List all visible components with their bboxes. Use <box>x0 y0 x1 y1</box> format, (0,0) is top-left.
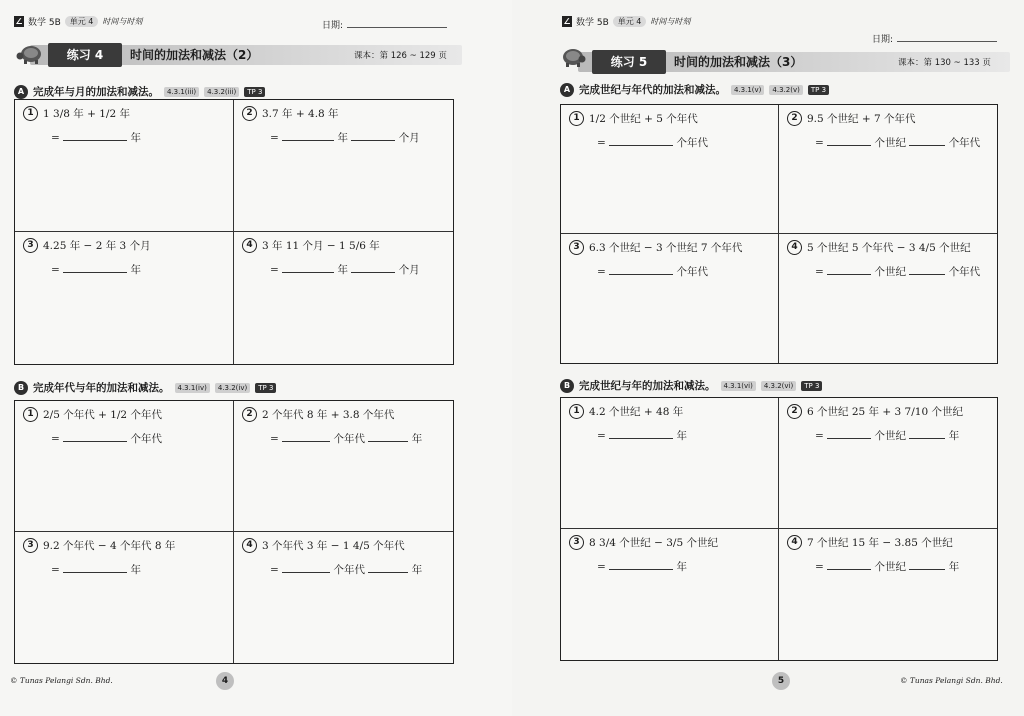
date-label: 日期: <box>322 21 344 31</box>
skill-tag: 4.3.2(iii) <box>204 87 239 97</box>
section-a-heading <box>560 82 829 97</box>
question-number: 1 <box>569 404 584 419</box>
question-text: 3 个年代 3 年 − 1 4/5 个年代 <box>262 540 405 552</box>
question-text: 1 3/8 年 + 1/2 年 <box>43 108 130 120</box>
question-number: 2 <box>242 106 257 121</box>
question-cell <box>779 398 997 529</box>
answer-blank[interactable] <box>63 563 127 573</box>
answer-line: = 年 <box>597 561 687 573</box>
question-text: 3 年 11 个月 − 1 5/6 年 <box>262 240 380 252</box>
tp-tag: TP 3 <box>255 383 276 393</box>
answer-line: = 年 <box>597 430 687 442</box>
unit-title: 时间与时刻 <box>650 17 691 26</box>
copyright-footer: © Tunas Pelangi Sdn. Bhd. <box>900 676 1003 685</box>
question-number: 2 <box>242 407 257 422</box>
answer-line: = 个年代 年 <box>270 433 423 445</box>
section-letter: B <box>560 379 574 393</box>
question-cell <box>779 529 997 660</box>
question-number: 3 <box>23 238 38 253</box>
question-text: 4.25 年 − 2 年 3 个月 <box>43 240 151 252</box>
question-number: 1 <box>23 106 38 121</box>
section-a-grid <box>14 99 454 365</box>
skill-tag: 4.3.2(vi) <box>761 381 796 391</box>
answer-line: = 年 <box>51 264 141 276</box>
question-text: 4.2 个世纪 + 48 年 <box>589 406 684 418</box>
answer-line: = 个年代 <box>51 433 162 445</box>
answer-blank[interactable] <box>909 136 945 146</box>
answer-blank[interactable] <box>609 136 673 146</box>
answer-blank[interactable] <box>609 429 673 439</box>
exercise-banner <box>558 50 1010 74</box>
question-text: 9.5 个世纪 + 7 个年代 <box>807 113 916 125</box>
question-number: 4 <box>787 240 802 255</box>
question-text: 2 个年代 8 年 + 3.8 个年代 <box>262 409 395 421</box>
question-text: 6 个世纪 25 年 + 3 7/10 个世纪 <box>807 406 963 418</box>
section-a-heading <box>14 84 265 99</box>
subject-label: 数学 5B <box>28 18 61 28</box>
answer-blank[interactable] <box>63 432 127 442</box>
section-title: 完成世纪与年的加法和减法。 <box>579 380 716 392</box>
answer-blank[interactable] <box>282 263 334 273</box>
unit-badge: 单元 4 <box>65 16 99 27</box>
question-text: 7 个世纪 15 年 − 3.85 个世纪 <box>807 537 953 549</box>
question-number: 3 <box>23 538 38 553</box>
section-title: 完成世纪与年代的加法和减法。 <box>579 84 726 96</box>
section-b-heading <box>14 380 276 395</box>
question-number: 4 <box>787 535 802 550</box>
textbook-pages: 课本：第 126 ~ 129 页 <box>354 51 447 61</box>
answer-blank[interactable] <box>63 263 127 273</box>
question-number: 2 <box>787 111 802 126</box>
answer-blank[interactable] <box>827 560 871 570</box>
question-cell <box>234 401 453 532</box>
exercise-tab: 练习 5 <box>592 50 666 74</box>
answer-line: = 年 个月 <box>270 264 420 276</box>
tp-tag: TP 3 <box>808 85 829 95</box>
section-b-grid <box>560 397 998 661</box>
answer-blank[interactable] <box>827 265 871 275</box>
exercise-banner <box>10 43 462 67</box>
section-letter: B <box>14 381 28 395</box>
section-b-heading <box>560 378 822 393</box>
answer-line: = 个世纪 个年代 <box>815 266 981 278</box>
exercise-tab: 练习 4 <box>48 43 122 67</box>
book-logo-icon: ∠ <box>15 17 23 26</box>
page-number: 4 <box>216 672 234 690</box>
answer-line: = 年 <box>51 564 141 576</box>
question-number: 4 <box>242 238 257 253</box>
question-number: 1 <box>23 407 38 422</box>
question-cell <box>561 529 779 660</box>
answer-blank[interactable] <box>827 429 871 439</box>
question-cell <box>779 105 997 234</box>
answer-blank[interactable] <box>909 265 945 275</box>
answer-line: = 个世纪 年 <box>815 430 960 442</box>
answer-blank[interactable] <box>282 432 330 442</box>
section-a-grid <box>560 104 998 364</box>
question-cell <box>561 105 779 234</box>
skill-tag: 4.3.1(iii) <box>164 87 199 97</box>
skill-tag: 4.3.1(iv) <box>175 383 210 393</box>
question-number: 3 <box>569 535 584 550</box>
question-text: 6.3 个世纪 − 3 个世纪 7 个年代 <box>589 242 743 254</box>
answer-blank[interactable] <box>351 131 395 141</box>
answer-blank[interactable] <box>63 131 127 141</box>
skill-tag: 4.3.1(v) <box>731 85 764 95</box>
unit-title: 时间与时刻 <box>102 17 143 26</box>
tp-tag: TP 3 <box>801 381 822 391</box>
question-cell <box>234 532 453 663</box>
section-letter: A <box>560 83 574 97</box>
question-number: 4 <box>242 538 257 553</box>
answer-blank[interactable] <box>368 432 408 442</box>
answer-blank[interactable] <box>609 560 673 570</box>
question-text: 1/2 个世纪 + 5 个年代 <box>589 113 698 125</box>
question-number: 3 <box>569 240 584 255</box>
answer-line: = 年 <box>51 132 141 144</box>
question-cell <box>15 100 234 232</box>
copyright-footer: © Tunas Pelangi Sdn. Bhd. <box>10 676 113 685</box>
book-header <box>562 15 690 28</box>
question-cell <box>15 232 234 364</box>
exercise-title: 时间的加法和减法（3） <box>674 55 803 69</box>
skill-tag: 4.3.2(iv) <box>215 383 250 393</box>
answer-blank[interactable] <box>827 136 871 146</box>
section-b-grid <box>14 400 454 664</box>
answer-line: = 个世纪 年 <box>815 561 960 573</box>
answer-blank[interactable] <box>282 563 330 573</box>
answer-line: = 个年代 年 <box>270 564 423 576</box>
unit-badge: 单元 4 <box>613 16 647 27</box>
answer-line: = 个年代 <box>597 266 708 278</box>
date-line <box>897 33 997 42</box>
skill-tag: 4.3.1(vi) <box>721 381 756 391</box>
question-cell <box>561 234 779 363</box>
section-title: 完成年与月的加法和减法。 <box>33 86 159 98</box>
answer-blank[interactable] <box>909 429 945 439</box>
answer-blank[interactable] <box>351 263 395 273</box>
skill-tag: 4.3.2(v) <box>769 85 802 95</box>
answer-blank[interactable] <box>609 265 673 275</box>
question-cell <box>15 532 234 663</box>
answer-line: = 年 个月 <box>270 132 420 144</box>
question-cell <box>234 100 453 232</box>
date-line <box>347 19 447 28</box>
question-cell <box>779 234 997 363</box>
question-cell <box>15 401 234 532</box>
subject-label: 数学 5B <box>576 18 609 28</box>
answer-blank[interactable] <box>282 131 334 141</box>
tp-tag: TP 3 <box>244 87 265 97</box>
question-text: 5 个世纪 5 个年代 − 3 4/5 个世纪 <box>807 242 971 254</box>
question-text: 2/5 个年代 + 1/2 个年代 <box>43 409 162 421</box>
turtle-icon <box>558 44 586 68</box>
date-field <box>872 32 997 45</box>
section-title: 完成年代与年的加法和减法。 <box>33 382 170 394</box>
turtle-icon <box>16 41 44 65</box>
book-header <box>14 15 142 28</box>
question-cell <box>561 398 779 529</box>
right-page <box>512 0 1024 716</box>
question-text: 9.2 个年代 − 4 个年代 8 年 <box>43 540 176 552</box>
section-letter: A <box>14 85 28 99</box>
question-number: 2 <box>787 404 802 419</box>
book-logo-icon: ∠ <box>563 17 571 26</box>
question-text: 3.7 年 + 4.8 年 <box>262 108 339 120</box>
date-label: 日期: <box>872 35 894 45</box>
answer-blank[interactable] <box>909 560 945 570</box>
question-number: 1 <box>569 111 584 126</box>
textbook-pages: 课本：第 130 ~ 133 页 <box>898 58 991 68</box>
date-field <box>322 18 447 31</box>
question-text: 8 3/4 个世纪 − 3/5 个世纪 <box>589 537 718 549</box>
exercise-title: 时间的加法和减法（2） <box>130 48 259 62</box>
answer-line: = 个世纪 个年代 <box>815 137 981 149</box>
answer-blank[interactable] <box>368 563 408 573</box>
answer-line: = 个年代 <box>597 137 708 149</box>
page-number: 5 <box>772 672 790 690</box>
question-cell <box>234 232 453 364</box>
